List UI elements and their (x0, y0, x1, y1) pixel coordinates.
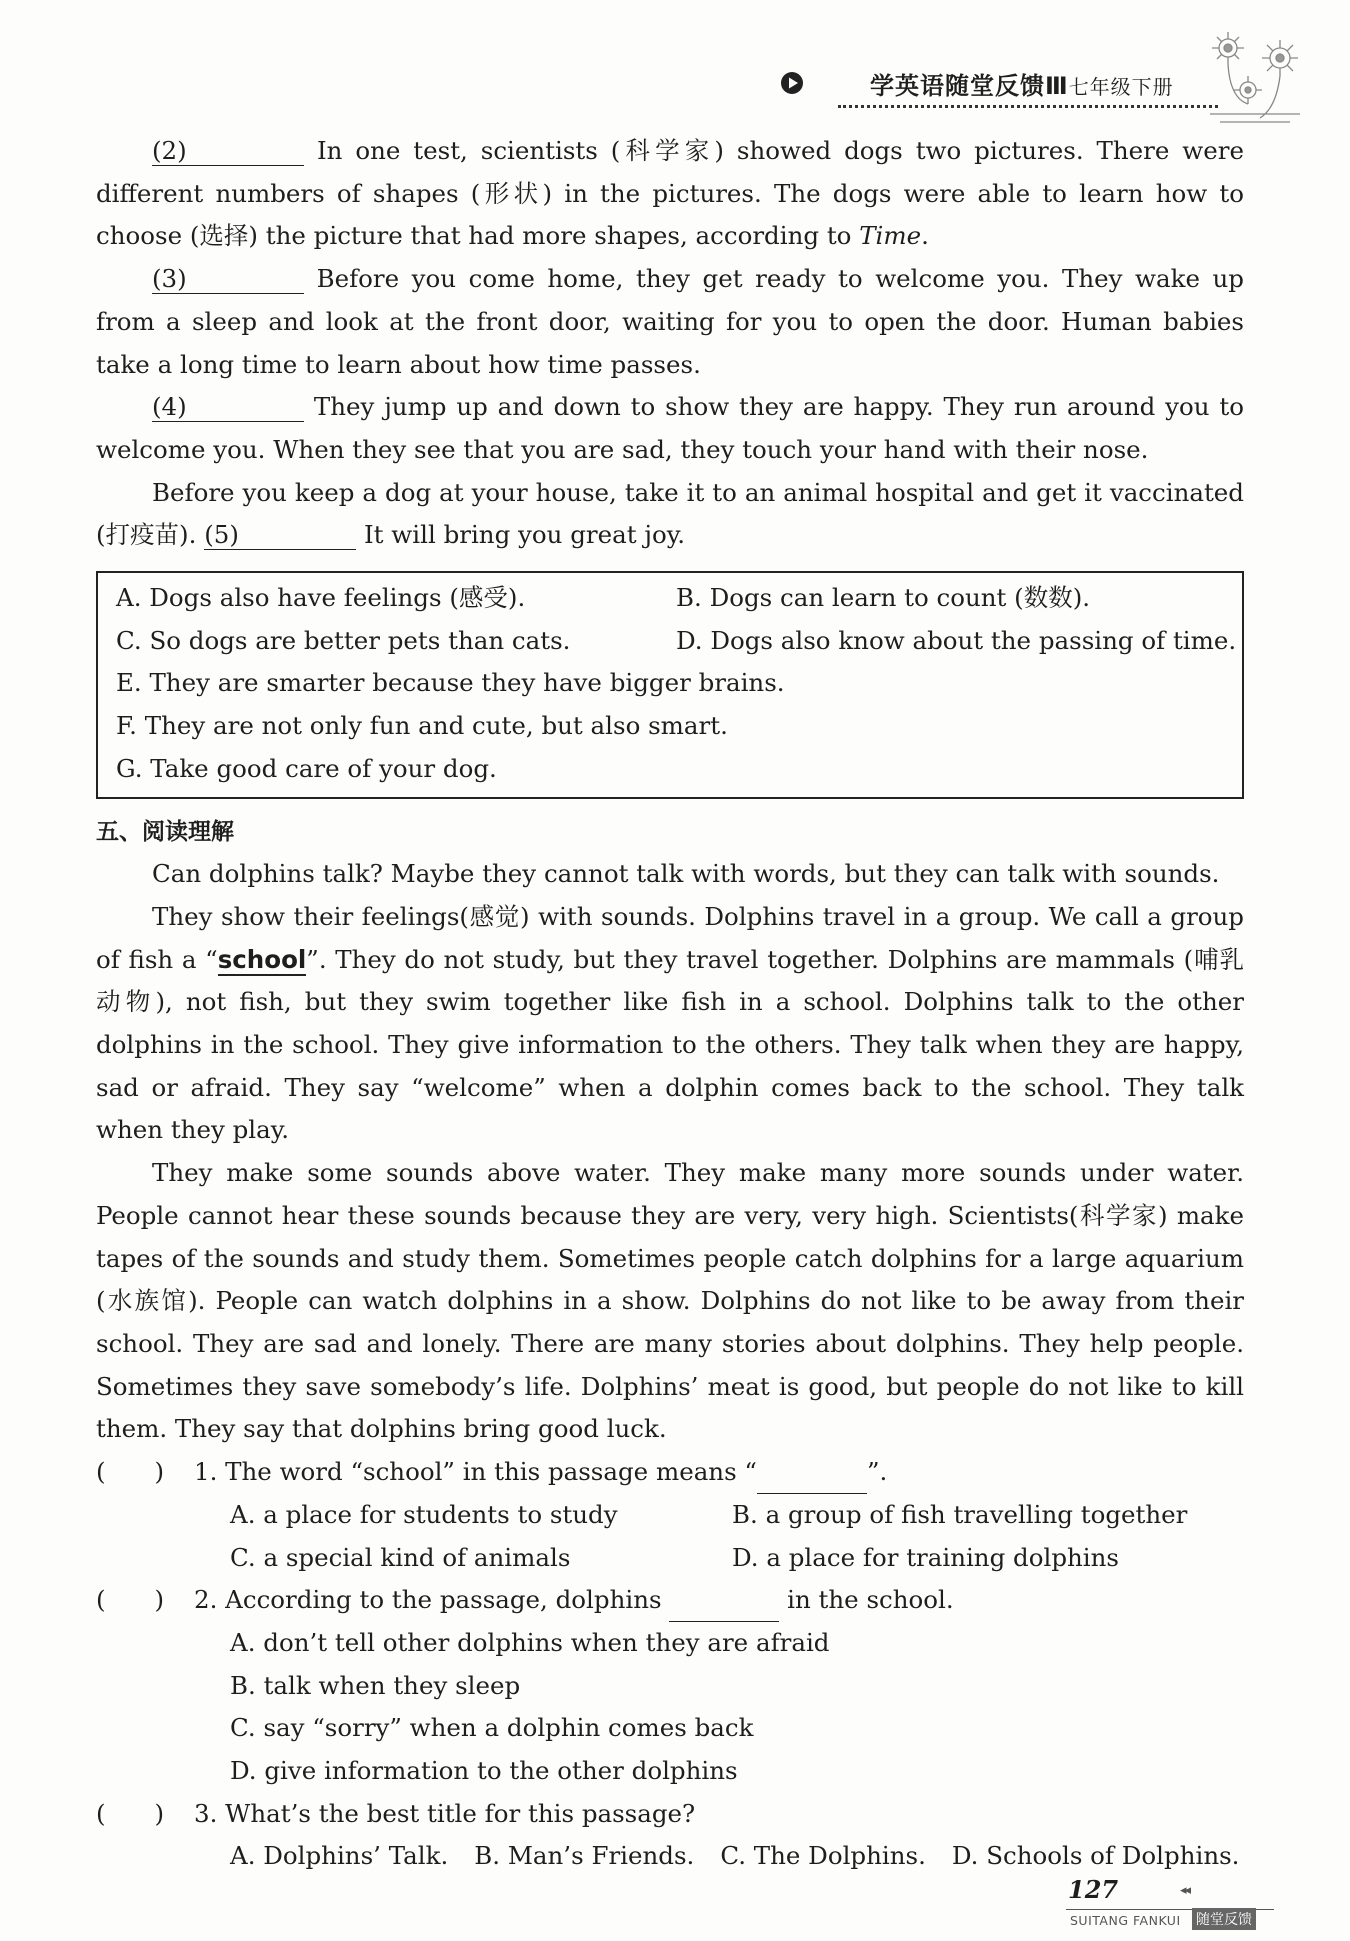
question-2-blank[interactable] (669, 1579, 779, 1622)
q1-option-d: D. a place for training dolphins (732, 1542, 1119, 1572)
reading-paragraph-3: They make some sounds above water. They make many more sounds under water. People cannot hear these sounds because they are very, very high. Scientists(科学家) make tapes of the sounds and study them. Sometimes people catch dolphins for a large aquarium (水族馆). People can watch dolphins in a show. Dolphins do not like to be away from their school. They are sad and lonely. There are many stories about dolphins. They help people. Sometimes they save somebody’s life. Dolphins’ meat is good, but people do not like to kill them. They say that dolphins bring good luck. (96, 1158, 1244, 1444)
blank-2-label: (2) (152, 136, 187, 165)
question-2-option-c-row (96, 1707, 1244, 1750)
task4-paragraph-4 (96, 386, 1244, 471)
options-row-3 (116, 662, 1242, 705)
question-2-stem-end: in the school. (787, 1585, 954, 1615)
reading-paragraph-2 (96, 896, 1244, 1152)
q1-option-b: B. a group of fish travelling together (732, 1499, 1188, 1529)
q3-option-b: B. Man’s Friends. (474, 1841, 695, 1871)
task4-options-box (96, 571, 1244, 799)
answer-blank-5[interactable] (204, 521, 356, 550)
q3-option-a: A. Dolphins’ Talk. (230, 1841, 449, 1871)
option-d: D. Dogs also know about the passing of time. (676, 625, 1237, 655)
option-b: B. Dogs can learn to count (数数). (676, 583, 1091, 613)
question-3 (96, 1793, 1244, 1836)
arrows-icon: ◂◂ (1180, 1883, 1190, 1898)
question-3-options (96, 1835, 1244, 1878)
options-row-5 (116, 748, 1242, 791)
question-1 (96, 1451, 1244, 1494)
q3-option-c: C. The Dolphins. (720, 1841, 926, 1871)
book-title (870, 66, 1174, 101)
option-g: G. Take good care of your dog. (116, 753, 497, 783)
question-1-options-row-2 (96, 1537, 1244, 1580)
header-divider (838, 105, 1218, 108)
option-e: E. They are smarter because they have bigger brains. (116, 668, 785, 698)
question-1-stem: 1. The word “school” in this passage means “ (194, 1457, 757, 1487)
para2-before: They show their feelings(感觉) with sounds. Dolphins travel in a group. We call a group of fish a “ (96, 901, 1244, 974)
answer-blank-3[interactable] (152, 265, 304, 294)
answer-paren-2[interactable]: ( ) (96, 1585, 165, 1615)
source-time: Time (859, 221, 922, 251)
task4-p3-text: Before you come home, they get ready to welcome you. They wake up from a sleep and look at the front door, waiting for you to open the door. Human babies take a long time to learn about how time passes. (96, 264, 1244, 379)
page-number: 127 (1068, 1875, 1119, 1904)
task4-p2-text: In one test, scientists (科学家) showed dogs two pictures. There were different numbers of shapes (形状) in the pictures. The dogs were able to learn how to choose (选择) the picture that had more shapes, according to (96, 136, 1244, 251)
q2-option-a: A. don’t tell other dolphins when they are afraid (230, 1627, 830, 1657)
question-2-option-d-row (96, 1750, 1244, 1793)
option-f: F. They are not only fun and cute, but also smart. (116, 711, 728, 741)
q2-option-b: B. talk when they sleep (230, 1670, 521, 1700)
blank-3-label: (3) (152, 264, 187, 294)
q2-option-c: C. say “sorry” when a dolphin comes back (230, 1713, 754, 1743)
blank-4-label: (4) (152, 392, 187, 422)
question-2-stem: 2. According to the passage, dolphins (194, 1585, 662, 1615)
answer-blank-2[interactable] (152, 137, 304, 166)
question-1-options-row-1 (96, 1494, 1244, 1537)
task4-p4-text: They jump up and down to show they are happy. They run around you to welcome you. When they see that you are sad, they touch your hand with their nose. (96, 392, 1244, 464)
q3-option-d: D. Schools of Dolphins. (951, 1841, 1240, 1871)
question-2-option-a-row (96, 1622, 1244, 1665)
q2-option-d: D. give information to the other dolphins (230, 1756, 738, 1786)
question-1-stem-end: ”. (866, 1457, 888, 1487)
option-c: C. So dogs are better pets than cats. (116, 625, 571, 655)
question-2-option-b-row (96, 1665, 1244, 1708)
reading-paragraph-1: Can dolphins talk? Maybe they cannot talk with words, but they can talk with sounds. (152, 859, 1220, 889)
blank-5-label: (5) (204, 520, 239, 550)
answer-blank-4[interactable] (152, 393, 304, 422)
grade-label: 七年级下册 (1068, 75, 1174, 99)
task4-paragraph-5 (96, 472, 1244, 557)
question-3-stem: 3. What’s the best title for this passage? (194, 1798, 696, 1828)
question-1-blank[interactable] (757, 1451, 867, 1494)
task4-p2-end: . (921, 221, 929, 251)
task4-paragraph-2 (96, 130, 1244, 258)
series-name-en: SUITANG FANKUI (1070, 1913, 1181, 1928)
book-title-text: 学英语随堂反馈Ⅲ (870, 72, 1069, 100)
options-row-1 (116, 577, 1242, 620)
page-content (96, 130, 1244, 1878)
school-keyword: school (217, 944, 307, 974)
q1-option-a: A. a place for students to study (230, 1499, 618, 1529)
option-a: A. Dogs also have feelings (感受). (116, 583, 526, 613)
options-row-4 (116, 705, 1242, 748)
para2-after: ”. They do not study, but they travel together. Dolphins are mammals (哺乳动物), not fish, but they swim together like fish in a school. Dolphins talk to the other dolphins in the school. They give information to the others. They talk when they are happy, sad or afraid. They say “welcome” when a dolphin comes back to the school. They talk when they play. (96, 944, 1244, 1145)
page-header (780, 64, 1250, 104)
task4-p5-text: Before you keep a dog at your house, take it to an animal hospital and get it vaccinated (打疫苗). (96, 477, 1244, 550)
options-row-2 (116, 620, 1242, 663)
series-badge: 随堂反馈 (1192, 1908, 1256, 1930)
answer-paren-3[interactable]: ( ) (96, 1798, 165, 1828)
section-title: 五、阅读理解 (96, 818, 234, 845)
play-icon (780, 71, 804, 95)
question-2 (96, 1579, 1244, 1622)
q1-option-c: C. a special kind of animals (230, 1542, 571, 1572)
task4-p5-end: It will bring you great joy. (364, 520, 686, 550)
answer-paren-1[interactable]: ( ) (96, 1457, 165, 1487)
sunflower-decoration-icon (1190, 18, 1320, 138)
task4-paragraph-3 (96, 258, 1244, 386)
